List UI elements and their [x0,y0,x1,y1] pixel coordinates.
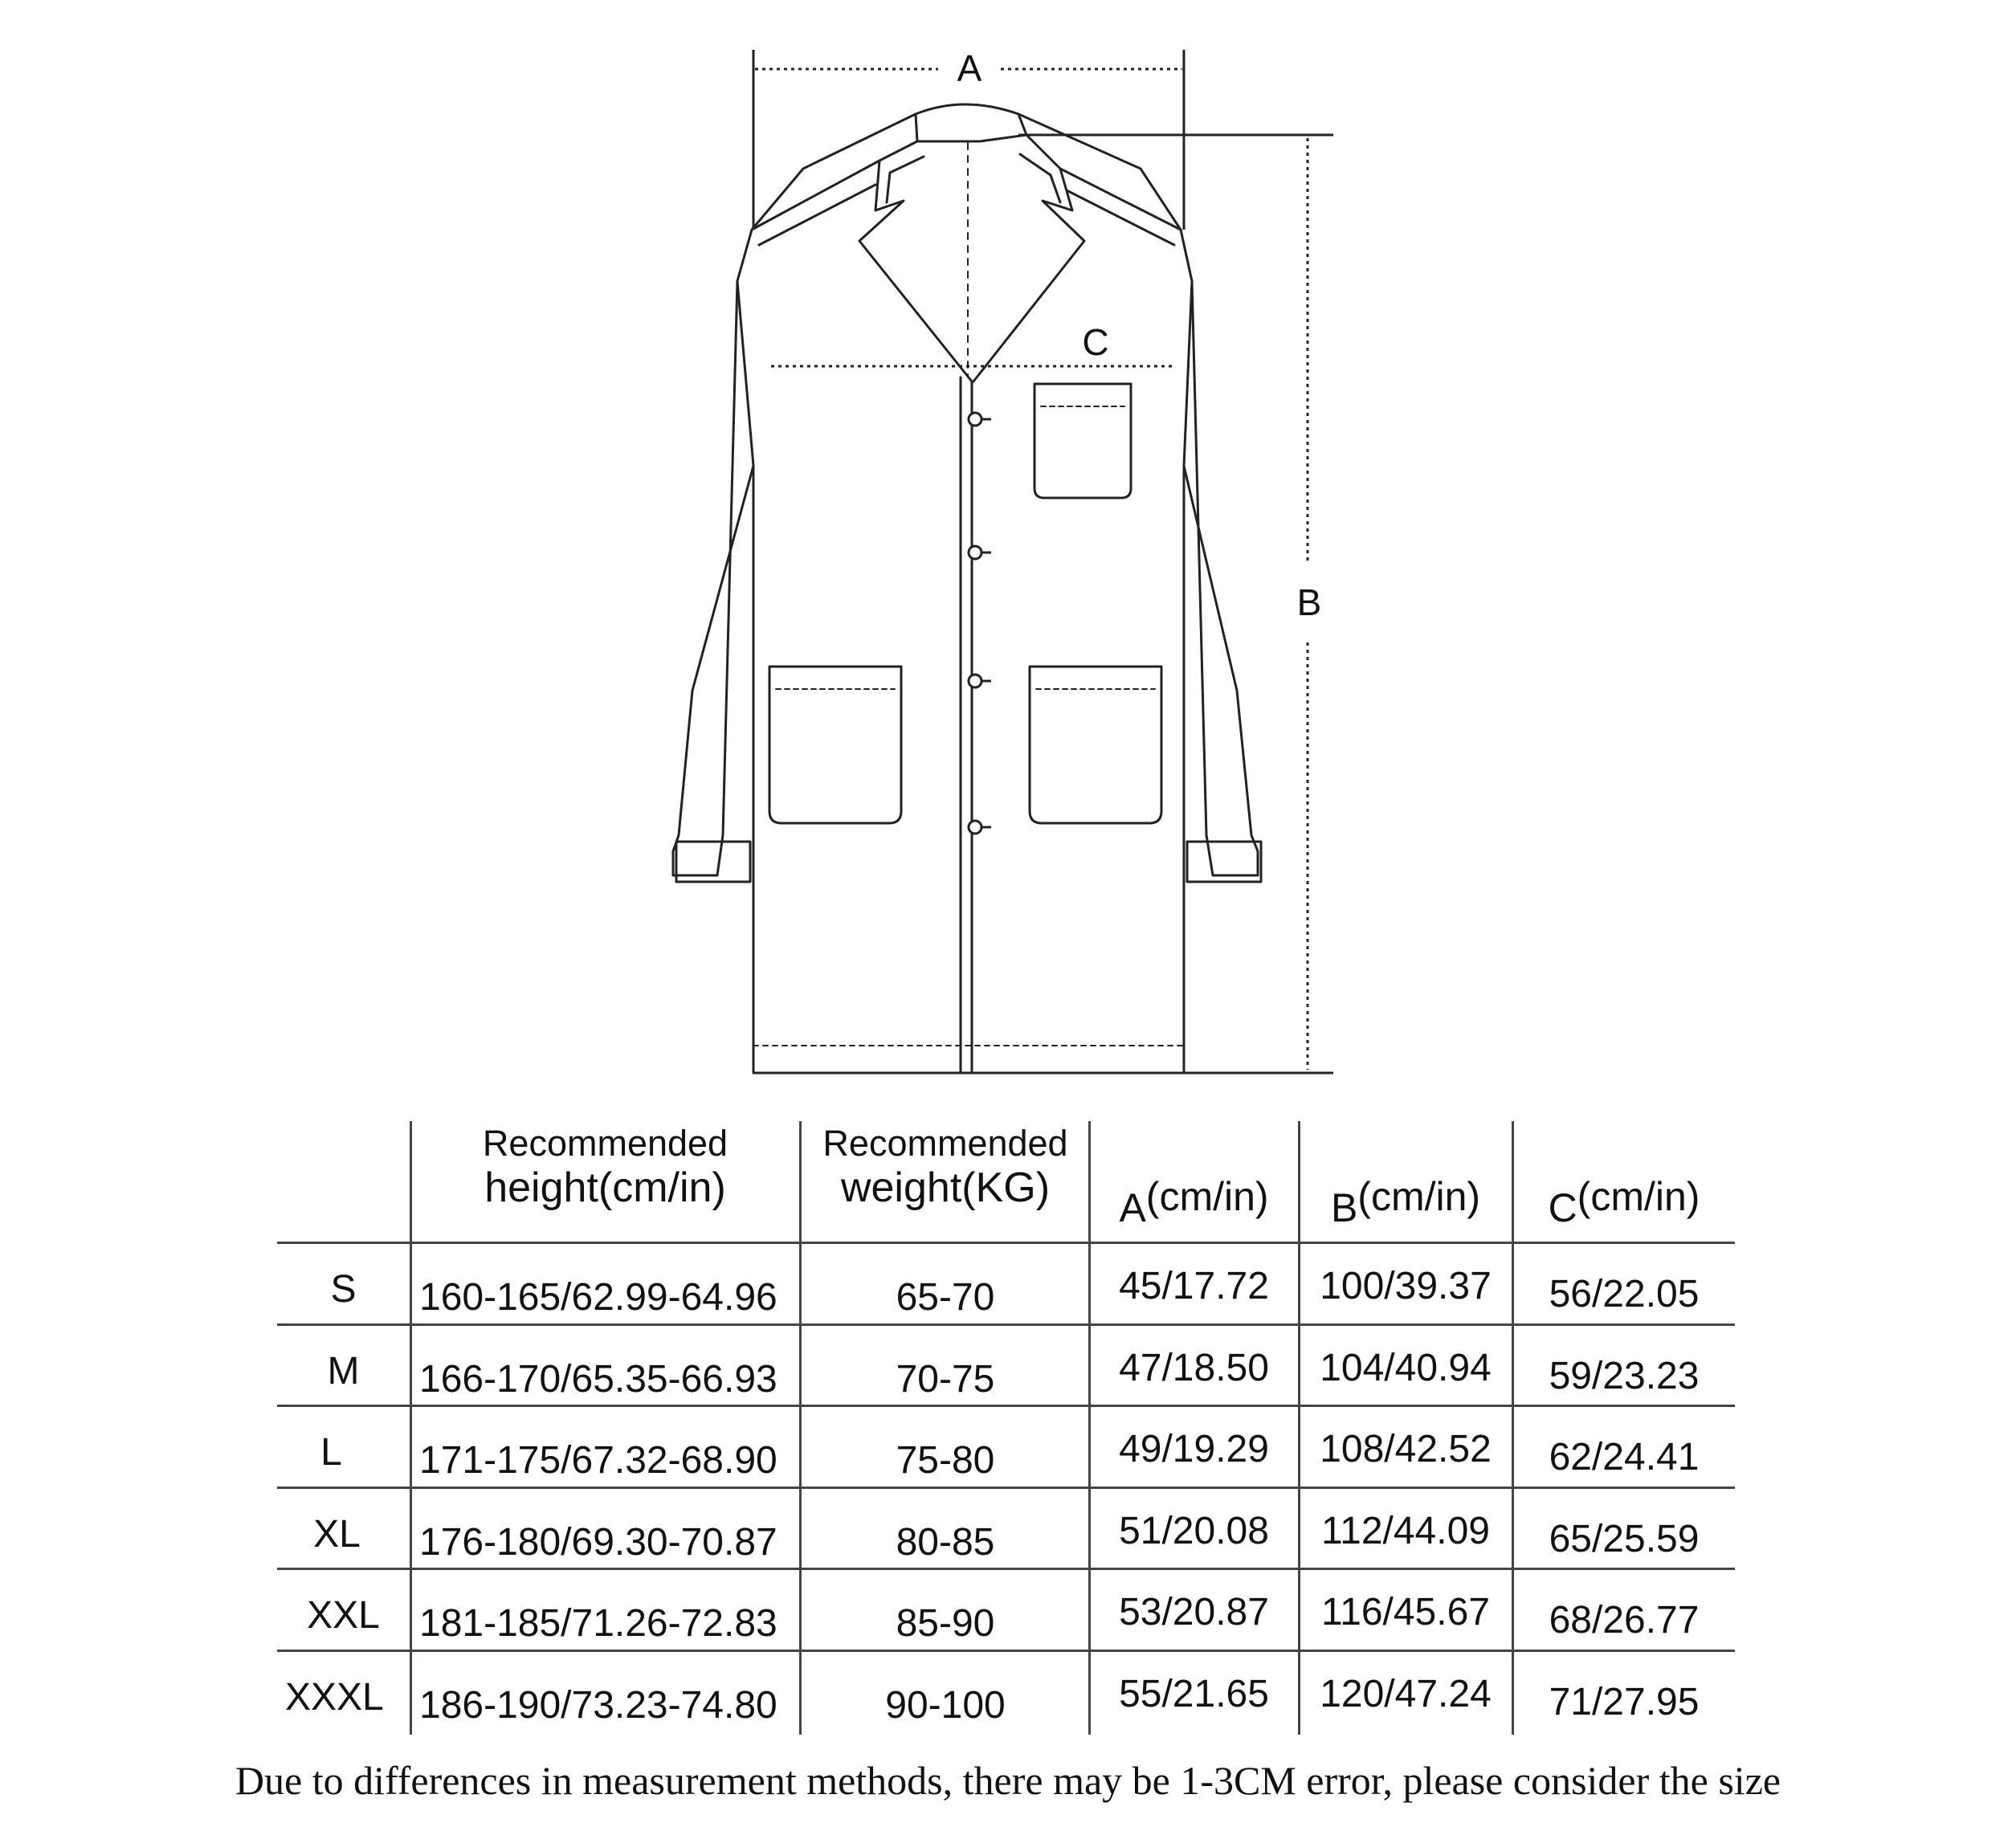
a-cell: 53/20.87 [1119,1591,1269,1633]
a-cell: 51/20.08 [1119,1510,1269,1552]
table-divider [277,1242,1735,1244]
size-cell: L [320,1431,342,1474]
c-cell: 65/25.59 [1549,1518,1700,1560]
b-cell: 108/42.52 [1320,1428,1492,1470]
dimension-c-label: C [1082,321,1109,363]
size-cell: S [330,1268,357,1311]
height-cell: 160-165/62.99-64.96 [419,1276,777,1319]
weight-cell: 90-100 [885,1684,1006,1727]
weight-cell: 85-90 [896,1602,995,1645]
table-divider [277,1323,1735,1326]
b-cell: 120/47.24 [1320,1673,1492,1715]
b-cell: 116/45.67 [1321,1591,1490,1633]
dimension-b-label: B [1296,581,1322,623]
height-cell: 171-175/67.32-68.90 [419,1439,777,1482]
height-cell: 166-170/65.35-66.93 [419,1358,777,1401]
c-cell: 59/23.23 [1549,1355,1700,1397]
header-c [1513,1174,1735,1230]
weight-cell: 80-85 [896,1521,995,1564]
header-weight-line2: weight(KG) [840,1164,1051,1211]
size-cell: M [327,1350,360,1393]
table-divider [410,1121,412,1735]
header-weight [801,1123,1090,1213]
height-cell: 186-190/73.23-74.80 [419,1684,777,1727]
weight-cell: 70-75 [896,1358,995,1401]
header-height-line1: Recommended [482,1123,728,1164]
b-cell: 100/39.37 [1320,1265,1492,1307]
header-b-unit: (cm/in) [1357,1174,1481,1219]
a-cell: 49/19.29 [1119,1428,1269,1470]
header-a [1090,1174,1298,1230]
header-weight-line1: Recommended [822,1123,1068,1164]
a-cell: 55/21.65 [1119,1673,1269,1715]
header-c-letter: C [1548,1185,1577,1230]
a-cell: 47/18.50 [1119,1347,1269,1389]
table-divider [277,1405,1735,1407]
header-b [1300,1174,1512,1230]
a-cell: 45/17.72 [1119,1265,1269,1307]
height-cell: 181-185/71.26-72.83 [419,1602,777,1645]
header-c-unit: (cm/in) [1577,1174,1700,1219]
table-divider [277,1650,1735,1652]
size-cell: XL [313,1513,361,1556]
c-cell: 62/24.41 [1549,1436,1700,1478]
b-cell: 112/44.09 [1321,1510,1490,1552]
header-a-unit: (cm/in) [1145,1174,1269,1219]
c-cell: 56/22.05 [1549,1273,1700,1315]
header-b-letter: B [1330,1185,1358,1230]
dimension-a-label: A [957,47,982,89]
weight-cell: 65-70 [896,1276,995,1319]
header-height-line2: height(cm/in) [484,1164,726,1211]
height-cell: 176-180/69.30-70.87 [419,1521,777,1564]
size-cell: XXL [307,1594,380,1637]
weight-cell: 75-80 [896,1439,995,1482]
c-cell: 68/26.77 [1549,1599,1700,1642]
header-a-letter: A [1119,1185,1146,1230]
header-height [411,1123,799,1213]
measurement-disclaimer: Due to differences in measurement methods, there may be 1-3CM error, please consider the size [235,1758,1781,1803]
table-divider [277,1487,1735,1489]
table-divider [277,1568,1735,1570]
size-cell: XXXL [285,1676,384,1719]
c-cell: 71/27.95 [1549,1681,1700,1723]
b-cell: 104/40.94 [1320,1347,1492,1389]
